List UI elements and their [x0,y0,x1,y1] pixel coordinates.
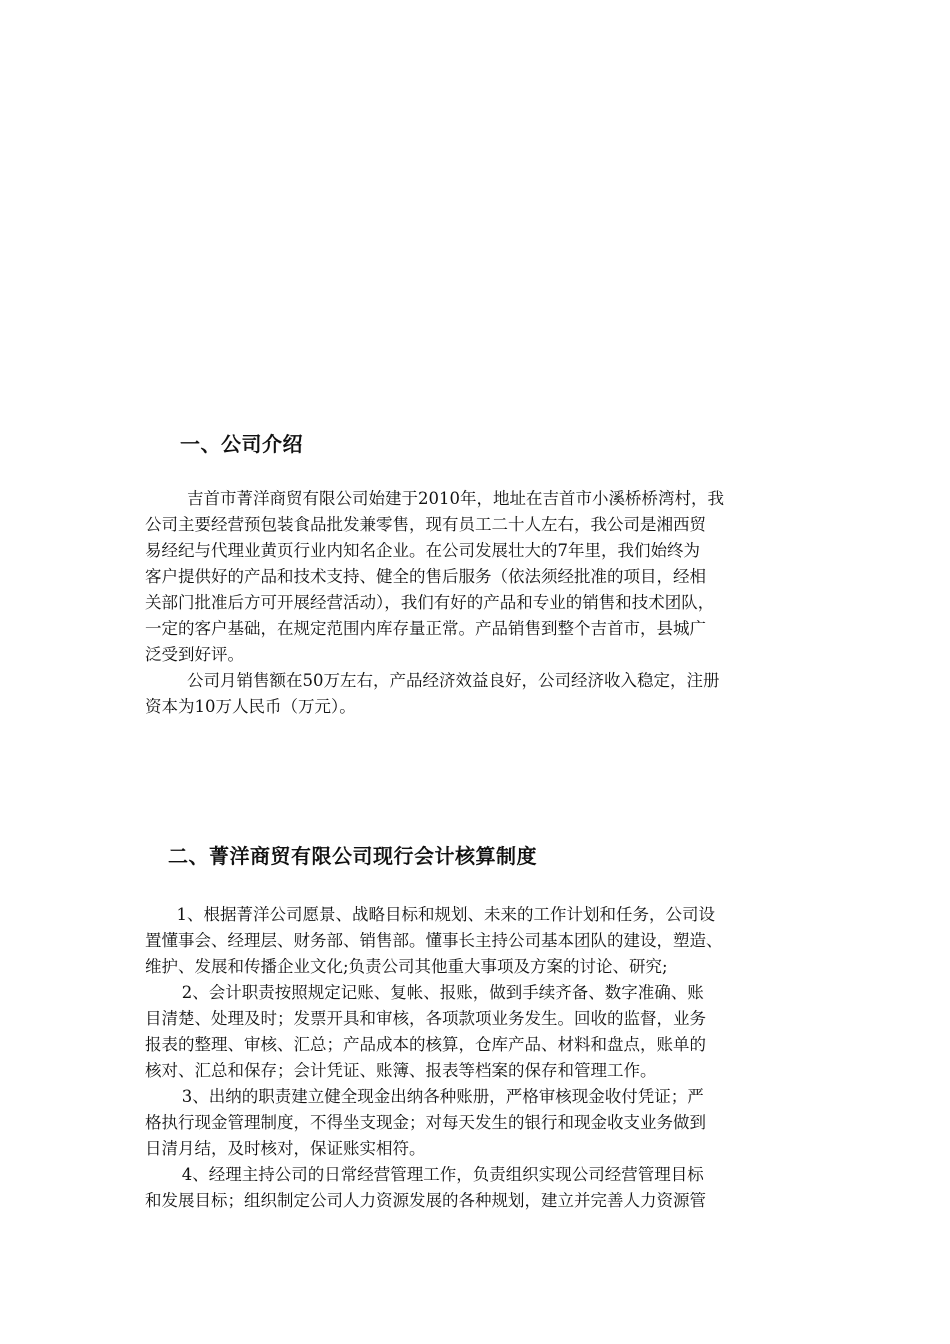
body-line: 客户提供好的产品和技术支持、健全的售后服务（依法须经批准的项目，经相 [145,567,706,586]
section-2-body [145,902,825,1214]
section-2-heading: 二、菁洋商贸有限公司现行会计核算制度 [168,844,537,868]
body-line: 2、会计职责按照规定记账、复帐、报账，做到手续齐备、数字准确、账 [145,983,704,1002]
body-line: 公司月销售额在50万左右，产品经济效益良好，公司经济收入稳定，注册 [145,671,720,690]
body-line: 一定的客户基础，在规定范围内库存量正常。产品销售到整个吉首市，县城广 [145,619,706,638]
body-line: 关部门批准后方可开展经营活动），我们有好的产品和专业的销售和技术团队， [145,593,715,612]
body-line: 和发展目标；组织制定公司人力资源发展的各种规划，建立并完善人力资源管 [145,1191,706,1210]
body-line: 吉首市菁洋商贸有限公司始建于2010年，地址在吉首市小溪桥桥湾村，我 [145,489,724,508]
section-1-body [145,486,825,720]
body-line: 易经纪与代理业黄页行业内知名企业。在公司发展壮大的7年里，我们始终为 [145,541,700,560]
body-line: 格执行现金管理制度，不得坐支现金；对每天发生的银行和现金收支业务做到 [145,1113,706,1132]
body-line: 3、出纳的职责建立健全现金出纳各种账册，严格审核现金收付凭证；严 [145,1087,704,1106]
body-line: 泛受到好评。 [145,645,244,664]
body-line: 日清月结，及时核对，保证账实相符。 [145,1139,426,1158]
body-line: 目清楚、处理及时；发票开具和审核，各项款项业务发生。回收的监督，业务 [145,1009,706,1028]
body-line: 维护、发展和传播企业文化;负责公司其他重大事项及方案的讨论、研究; [145,957,668,976]
section-1-heading: 一、公司介绍 [180,432,303,456]
body-line: 公司主要经营预包装食品批发兼零售，现有员工二十人左右，我公司是湘西贸 [145,515,706,534]
body-line: 核对、汇总和保存；会计凭证、账簿、报表等档案的保存和管理工作。 [145,1061,657,1080]
body-line: 1、根据菁洋公司愿景、战略目标和规划、未来的工作计划和任务，公司设 [145,905,715,924]
body-line: 置懂事会、经理层、财务部、销售部。懂事长主持公司基本团队的建设，塑造、 [145,931,723,950]
body-line: 资本为10万人民币（万元）。 [145,697,356,716]
body-line: 报表的整理、审核、汇总；产品成本的核算，仓库产品、材料和盘点，账单的 [145,1035,706,1054]
body-line: 4、经理主持公司的日常经营管理工作，负责组织实现公司经营管理目标 [145,1165,704,1184]
